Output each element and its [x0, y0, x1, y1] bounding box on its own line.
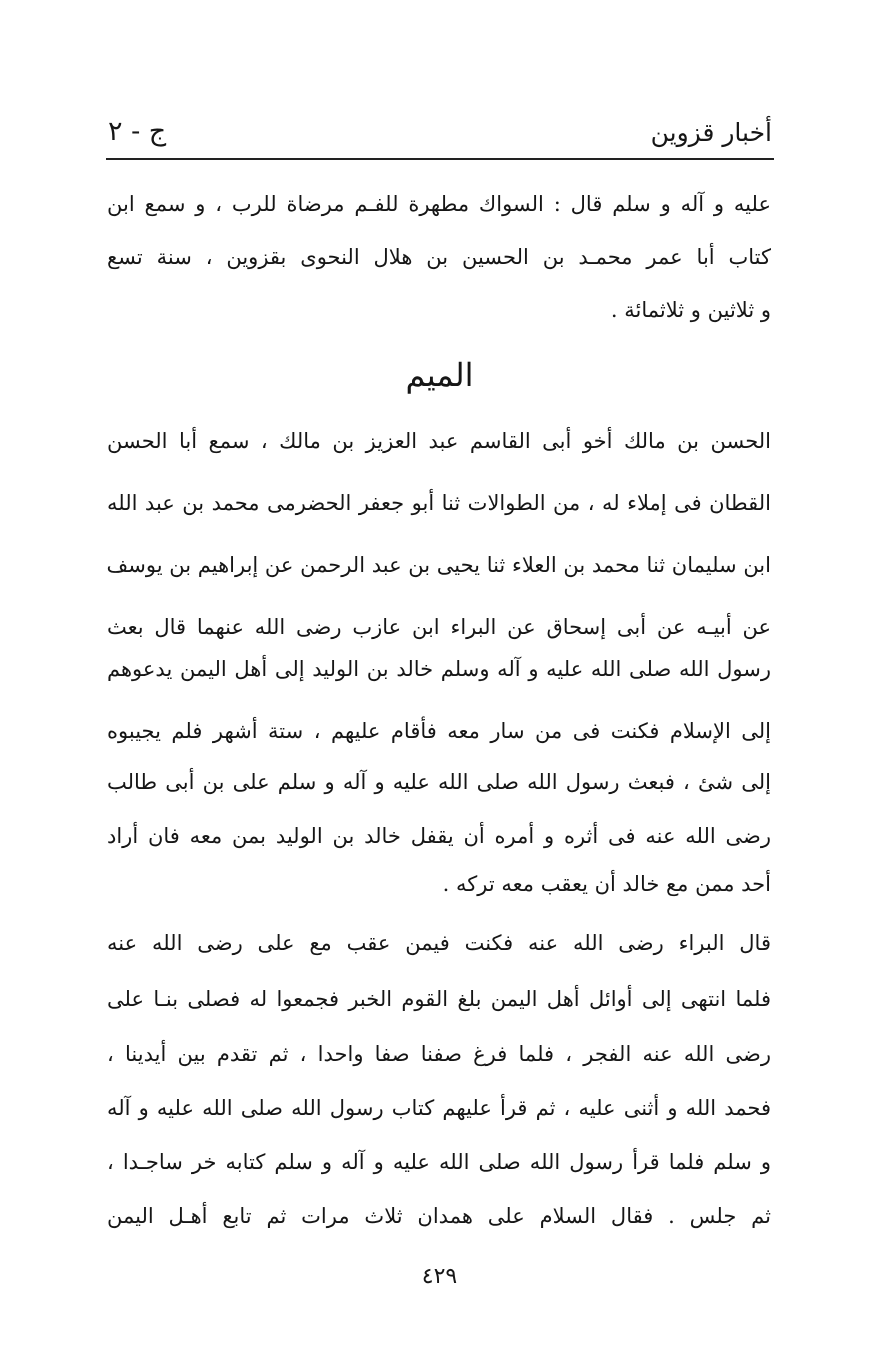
text-line: القطان فى إملاء له ، من الطوالات ثنا أبو جعفر الحضرمى محمد بن عبد الله: [107, 491, 771, 515]
header-rule: [106, 158, 774, 160]
section-title: الميم: [405, 356, 474, 394]
volume-number: ج - ٢: [108, 116, 167, 147]
text-line: فحمد الله و أثنى عليه ، ثم قرأ عليهم كتاب رسول الله صلى الله عليه و آله: [107, 1096, 771, 1120]
text-line: عليه و آله و سلم قال : السواك مطهرة للفـم مرضاة للرب ، و سمع ابن: [107, 192, 771, 216]
text-line: إلى شئ ، فبعث رسول الله صلى الله عليه و آله و سلم على بن أبى طالب: [107, 770, 771, 794]
text-line: رضى الله عنه فى أثره و أمره أن يقفل خالد بن الوليد بمن معه فان أراد: [107, 824, 771, 848]
text-line: فلما انتهى إلى أوائل أهل اليمن بلغ القوم الخبر فجمعوا له فصلى بنـا على: [107, 987, 771, 1011]
text-line: ثم جلس . فقال السلام على همدان ثلاث مرات ثم تابع أهـل اليمن: [107, 1204, 771, 1228]
text-line: رضى الله عنه الفجر ، فلما فرغ صفنا صفا واحدا ، ثم تقدم بين أيدينا ،: [107, 1042, 771, 1066]
text-line: أحد ممن مع خالد أن يعقب معه تركه .: [442, 872, 771, 896]
text-line: و سلم فلما قرأ رسول الله صلى الله عليه و آله و سلم كتابه خر ساجـدا ،: [107, 1150, 771, 1174]
page-number: ٤٢٩: [421, 1264, 458, 1289]
text-line: قال البراء رضى الله عنه فكنت فيمن عقب مع على رضى الله عنه: [107, 931, 771, 955]
text-line: إلى الإسلام فكنت فى من سار معه فأقام عليهم ، ستة أشهر فلم يجيبوه: [107, 719, 771, 743]
text-line: و ثلاثين و ثلاثمائة .: [610, 298, 771, 322]
running-header: [108, 112, 772, 156]
text-line: عن أبيـه عن أبى إسحاق عن البراء ابن عازب رضى الله عنهما قال بعث: [107, 615, 771, 639]
text-line: الحسن بن مالك أخو أبى القاسم عبد العزيز بن مالك ، سمع أبا الحسن: [107, 429, 771, 453]
text-line: كتاب أبا عمر محمـد بن الحسين بن هلال النحوى بقزوين ، سنة تسع: [107, 245, 771, 269]
text-line: رسول الله صلى الله عليه و آله وسلم خالد بن الوليد إلى أهل اليمن يدعوهم: [107, 657, 771, 681]
text-line: ابن سليمان ثنا محمد بن العلاء ثنا يحيى بن عبد الرحمن عن إبراهيم بن يوسف: [107, 553, 771, 577]
book-title: أخبار قزوين: [650, 118, 772, 147]
